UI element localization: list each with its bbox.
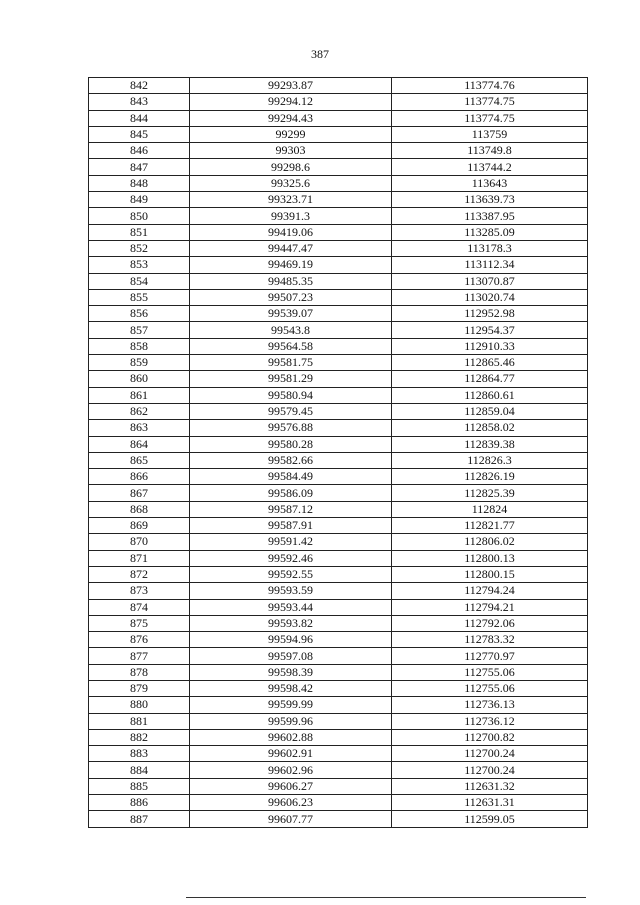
x-coordinate-cell: 99391.3 bbox=[190, 208, 392, 224]
point-number-cell: 855 bbox=[89, 289, 190, 305]
table-row bbox=[89, 94, 588, 110]
x-coordinate-cell: 99591.42 bbox=[190, 534, 392, 550]
point-number-cell: 875 bbox=[89, 615, 190, 631]
point-number-cell: 882 bbox=[89, 729, 190, 745]
y-coordinate-cell: 112826.19 bbox=[392, 469, 588, 485]
y-coordinate-cell: 112792.06 bbox=[392, 615, 588, 631]
x-coordinate-cell: 99606.23 bbox=[190, 795, 392, 811]
point-number-cell: 876 bbox=[89, 632, 190, 648]
y-coordinate-cell: 112954.37 bbox=[392, 322, 588, 338]
y-coordinate-cell: 112755.06 bbox=[392, 664, 588, 680]
table-row bbox=[89, 778, 588, 794]
x-coordinate-cell: 99469.19 bbox=[190, 257, 392, 273]
y-coordinate-cell: 112736.12 bbox=[392, 713, 588, 729]
x-coordinate-cell: 99539.07 bbox=[190, 306, 392, 322]
y-coordinate-cell: 112858.02 bbox=[392, 420, 588, 436]
x-coordinate-cell: 99303 bbox=[190, 143, 392, 159]
point-number-cell: 861 bbox=[89, 387, 190, 403]
y-coordinate-cell: 112800.15 bbox=[392, 566, 588, 582]
table-row bbox=[89, 289, 588, 305]
point-number-cell: 878 bbox=[89, 664, 190, 680]
x-coordinate-cell: 99598.39 bbox=[190, 664, 392, 680]
point-number-cell: 886 bbox=[89, 795, 190, 811]
y-coordinate-cell: 112839.38 bbox=[392, 436, 588, 452]
y-coordinate-cell: 113774.75 bbox=[392, 110, 588, 126]
table-row bbox=[89, 648, 588, 664]
point-number-cell: 865 bbox=[89, 452, 190, 468]
table-row bbox=[89, 501, 588, 517]
table-row bbox=[89, 583, 588, 599]
x-coordinate-cell: 99581.75 bbox=[190, 355, 392, 371]
x-coordinate-cell: 99602.91 bbox=[190, 746, 392, 762]
table-row bbox=[89, 273, 588, 289]
y-coordinate-cell: 113285.09 bbox=[392, 224, 588, 240]
x-coordinate-cell: 99593.44 bbox=[190, 599, 392, 615]
table-row bbox=[89, 175, 588, 191]
bottom-rule bbox=[186, 897, 586, 898]
y-coordinate-cell: 112700.82 bbox=[392, 729, 588, 745]
table-row bbox=[89, 78, 588, 94]
point-number-cell: 843 bbox=[89, 94, 190, 110]
y-coordinate-cell: 112865.46 bbox=[392, 355, 588, 371]
point-number-cell: 872 bbox=[89, 566, 190, 582]
y-coordinate-cell: 112770.97 bbox=[392, 648, 588, 664]
y-coordinate-cell: 112910.33 bbox=[392, 338, 588, 354]
point-number-cell: 853 bbox=[89, 257, 190, 273]
point-number-cell: 862 bbox=[89, 403, 190, 419]
point-number-cell: 850 bbox=[89, 208, 190, 224]
point-number-cell: 856 bbox=[89, 306, 190, 322]
y-coordinate-cell: 113639.73 bbox=[392, 192, 588, 208]
coordinates-table bbox=[88, 77, 588, 828]
y-coordinate-cell: 112700.24 bbox=[392, 762, 588, 778]
x-coordinate-cell: 99592.55 bbox=[190, 566, 392, 582]
x-coordinate-cell: 99294.12 bbox=[190, 94, 392, 110]
point-number-cell: 874 bbox=[89, 599, 190, 615]
table-row bbox=[89, 599, 588, 615]
table-row bbox=[89, 338, 588, 354]
table-row bbox=[89, 420, 588, 436]
table-row bbox=[89, 746, 588, 762]
table-row bbox=[89, 632, 588, 648]
x-coordinate-cell: 99592.46 bbox=[190, 550, 392, 566]
y-coordinate-cell: 112700.24 bbox=[392, 746, 588, 762]
table-row bbox=[89, 534, 588, 550]
point-number-cell: 859 bbox=[89, 355, 190, 371]
table-row bbox=[89, 550, 588, 566]
point-number-cell: 844 bbox=[89, 110, 190, 126]
y-coordinate-cell: 113749.8 bbox=[392, 143, 588, 159]
x-coordinate-cell: 99576.88 bbox=[190, 420, 392, 436]
point-number-cell: 869 bbox=[89, 518, 190, 534]
x-coordinate-cell: 99607.77 bbox=[190, 811, 392, 827]
table-row bbox=[89, 729, 588, 745]
y-coordinate-cell: 112736.13 bbox=[392, 697, 588, 713]
y-coordinate-cell: 113744.2 bbox=[392, 159, 588, 175]
table-row bbox=[89, 240, 588, 256]
table-row bbox=[89, 159, 588, 175]
point-number-cell: 852 bbox=[89, 240, 190, 256]
table-row bbox=[89, 371, 588, 387]
x-coordinate-cell: 99584.49 bbox=[190, 469, 392, 485]
x-coordinate-cell: 99606.27 bbox=[190, 778, 392, 794]
point-number-cell: 880 bbox=[89, 697, 190, 713]
y-coordinate-cell: 112806.02 bbox=[392, 534, 588, 550]
y-coordinate-cell: 112631.31 bbox=[392, 795, 588, 811]
y-coordinate-cell: 113759 bbox=[392, 126, 588, 142]
point-number-cell: 842 bbox=[89, 78, 190, 94]
x-coordinate-cell: 99294.43 bbox=[190, 110, 392, 126]
point-number-cell: 881 bbox=[89, 713, 190, 729]
table-row bbox=[89, 762, 588, 778]
x-coordinate-cell: 99543.8 bbox=[190, 322, 392, 338]
point-number-cell: 870 bbox=[89, 534, 190, 550]
point-number-cell: 847 bbox=[89, 159, 190, 175]
y-coordinate-cell: 112859.04 bbox=[392, 403, 588, 419]
x-coordinate-cell: 99419.06 bbox=[190, 224, 392, 240]
table-row bbox=[89, 469, 588, 485]
x-coordinate-cell: 99298.6 bbox=[190, 159, 392, 175]
x-coordinate-cell: 99599.96 bbox=[190, 713, 392, 729]
point-number-cell: 868 bbox=[89, 501, 190, 517]
x-coordinate-cell: 99599.99 bbox=[190, 697, 392, 713]
point-number-cell: 885 bbox=[89, 778, 190, 794]
y-coordinate-cell: 113112.34 bbox=[392, 257, 588, 273]
table-row bbox=[89, 403, 588, 419]
x-coordinate-cell: 99580.28 bbox=[190, 436, 392, 452]
x-coordinate-cell: 99579.45 bbox=[190, 403, 392, 419]
x-coordinate-cell: 99598.42 bbox=[190, 680, 392, 696]
table-row bbox=[89, 713, 588, 729]
x-coordinate-cell: 99587.91 bbox=[190, 518, 392, 534]
x-coordinate-cell: 99447.47 bbox=[190, 240, 392, 256]
table-row bbox=[89, 436, 588, 452]
x-coordinate-cell: 99507.23 bbox=[190, 289, 392, 305]
point-number-cell: 863 bbox=[89, 420, 190, 436]
x-coordinate-cell: 99582.66 bbox=[190, 452, 392, 468]
y-coordinate-cell: 112824 bbox=[392, 501, 588, 517]
y-coordinate-cell: 112825.39 bbox=[392, 485, 588, 501]
x-coordinate-cell: 99594.96 bbox=[190, 632, 392, 648]
x-coordinate-cell: 99587.12 bbox=[190, 501, 392, 517]
point-number-cell: 846 bbox=[89, 143, 190, 159]
point-number-cell: 849 bbox=[89, 192, 190, 208]
table-row bbox=[89, 110, 588, 126]
table-row bbox=[89, 697, 588, 713]
point-number-cell: 858 bbox=[89, 338, 190, 354]
x-coordinate-cell: 99323.71 bbox=[190, 192, 392, 208]
coordinates-table-body bbox=[89, 78, 588, 828]
y-coordinate-cell: 112755.06 bbox=[392, 680, 588, 696]
point-number-cell: 864 bbox=[89, 436, 190, 452]
table-row bbox=[89, 811, 588, 827]
page-number: 387 bbox=[311, 47, 329, 61]
table-row bbox=[89, 257, 588, 273]
y-coordinate-cell: 113020.74 bbox=[392, 289, 588, 305]
y-coordinate-cell: 112860.61 bbox=[392, 387, 588, 403]
table-row bbox=[89, 192, 588, 208]
table-row bbox=[89, 795, 588, 811]
table-row bbox=[89, 306, 588, 322]
point-number-cell: 854 bbox=[89, 273, 190, 289]
y-coordinate-cell: 112800.13 bbox=[392, 550, 588, 566]
y-coordinate-cell: 112821.77 bbox=[392, 518, 588, 534]
table-row bbox=[89, 452, 588, 468]
point-number-cell: 867 bbox=[89, 485, 190, 501]
x-coordinate-cell: 99564.58 bbox=[190, 338, 392, 354]
y-coordinate-cell: 113774.76 bbox=[392, 78, 588, 94]
x-coordinate-cell: 99597.08 bbox=[190, 648, 392, 664]
point-number-cell: 871 bbox=[89, 550, 190, 566]
y-coordinate-cell: 112631.32 bbox=[392, 778, 588, 794]
x-coordinate-cell: 99602.96 bbox=[190, 762, 392, 778]
table-row bbox=[89, 485, 588, 501]
point-number-cell: 857 bbox=[89, 322, 190, 338]
table-row bbox=[89, 208, 588, 224]
y-coordinate-cell: 112952.98 bbox=[392, 306, 588, 322]
point-number-cell: 887 bbox=[89, 811, 190, 827]
y-coordinate-cell: 113387.95 bbox=[392, 208, 588, 224]
x-coordinate-cell: 99485.35 bbox=[190, 273, 392, 289]
y-coordinate-cell: 112864.77 bbox=[392, 371, 588, 387]
table-row bbox=[89, 680, 588, 696]
table-row bbox=[89, 518, 588, 534]
table-row bbox=[89, 143, 588, 159]
y-coordinate-cell: 112794.21 bbox=[392, 599, 588, 615]
table-row bbox=[89, 224, 588, 240]
x-coordinate-cell: 99580.94 bbox=[190, 387, 392, 403]
table-row bbox=[89, 566, 588, 582]
point-number-cell: 866 bbox=[89, 469, 190, 485]
point-number-cell: 848 bbox=[89, 175, 190, 191]
point-number-cell: 879 bbox=[89, 680, 190, 696]
x-coordinate-cell: 99586.09 bbox=[190, 485, 392, 501]
x-coordinate-cell: 99293.87 bbox=[190, 78, 392, 94]
point-number-cell: 884 bbox=[89, 762, 190, 778]
table-row bbox=[89, 355, 588, 371]
point-number-cell: 877 bbox=[89, 648, 190, 664]
point-number-cell: 860 bbox=[89, 371, 190, 387]
x-coordinate-cell: 99299 bbox=[190, 126, 392, 142]
y-coordinate-cell: 113178.3 bbox=[392, 240, 588, 256]
y-coordinate-cell: 112599.05 bbox=[392, 811, 588, 827]
point-number-cell: 883 bbox=[89, 746, 190, 762]
table-row bbox=[89, 664, 588, 680]
x-coordinate-cell: 99593.59 bbox=[190, 583, 392, 599]
point-number-cell: 851 bbox=[89, 224, 190, 240]
x-coordinate-cell: 99593.82 bbox=[190, 615, 392, 631]
point-number-cell: 873 bbox=[89, 583, 190, 599]
x-coordinate-cell: 99581.29 bbox=[190, 371, 392, 387]
y-coordinate-cell: 112826.3 bbox=[392, 452, 588, 468]
table-row bbox=[89, 387, 588, 403]
y-coordinate-cell: 113643 bbox=[392, 175, 588, 191]
y-coordinate-cell: 112783.32 bbox=[392, 632, 588, 648]
y-coordinate-cell: 113774.75 bbox=[392, 94, 588, 110]
x-coordinate-cell: 99325.6 bbox=[190, 175, 392, 191]
table-row bbox=[89, 615, 588, 631]
y-coordinate-cell: 113070.87 bbox=[392, 273, 588, 289]
table-row bbox=[89, 126, 588, 142]
table-row bbox=[89, 322, 588, 338]
y-coordinate-cell: 112794.24 bbox=[392, 583, 588, 599]
x-coordinate-cell: 99602.88 bbox=[190, 729, 392, 745]
point-number-cell: 845 bbox=[89, 126, 190, 142]
